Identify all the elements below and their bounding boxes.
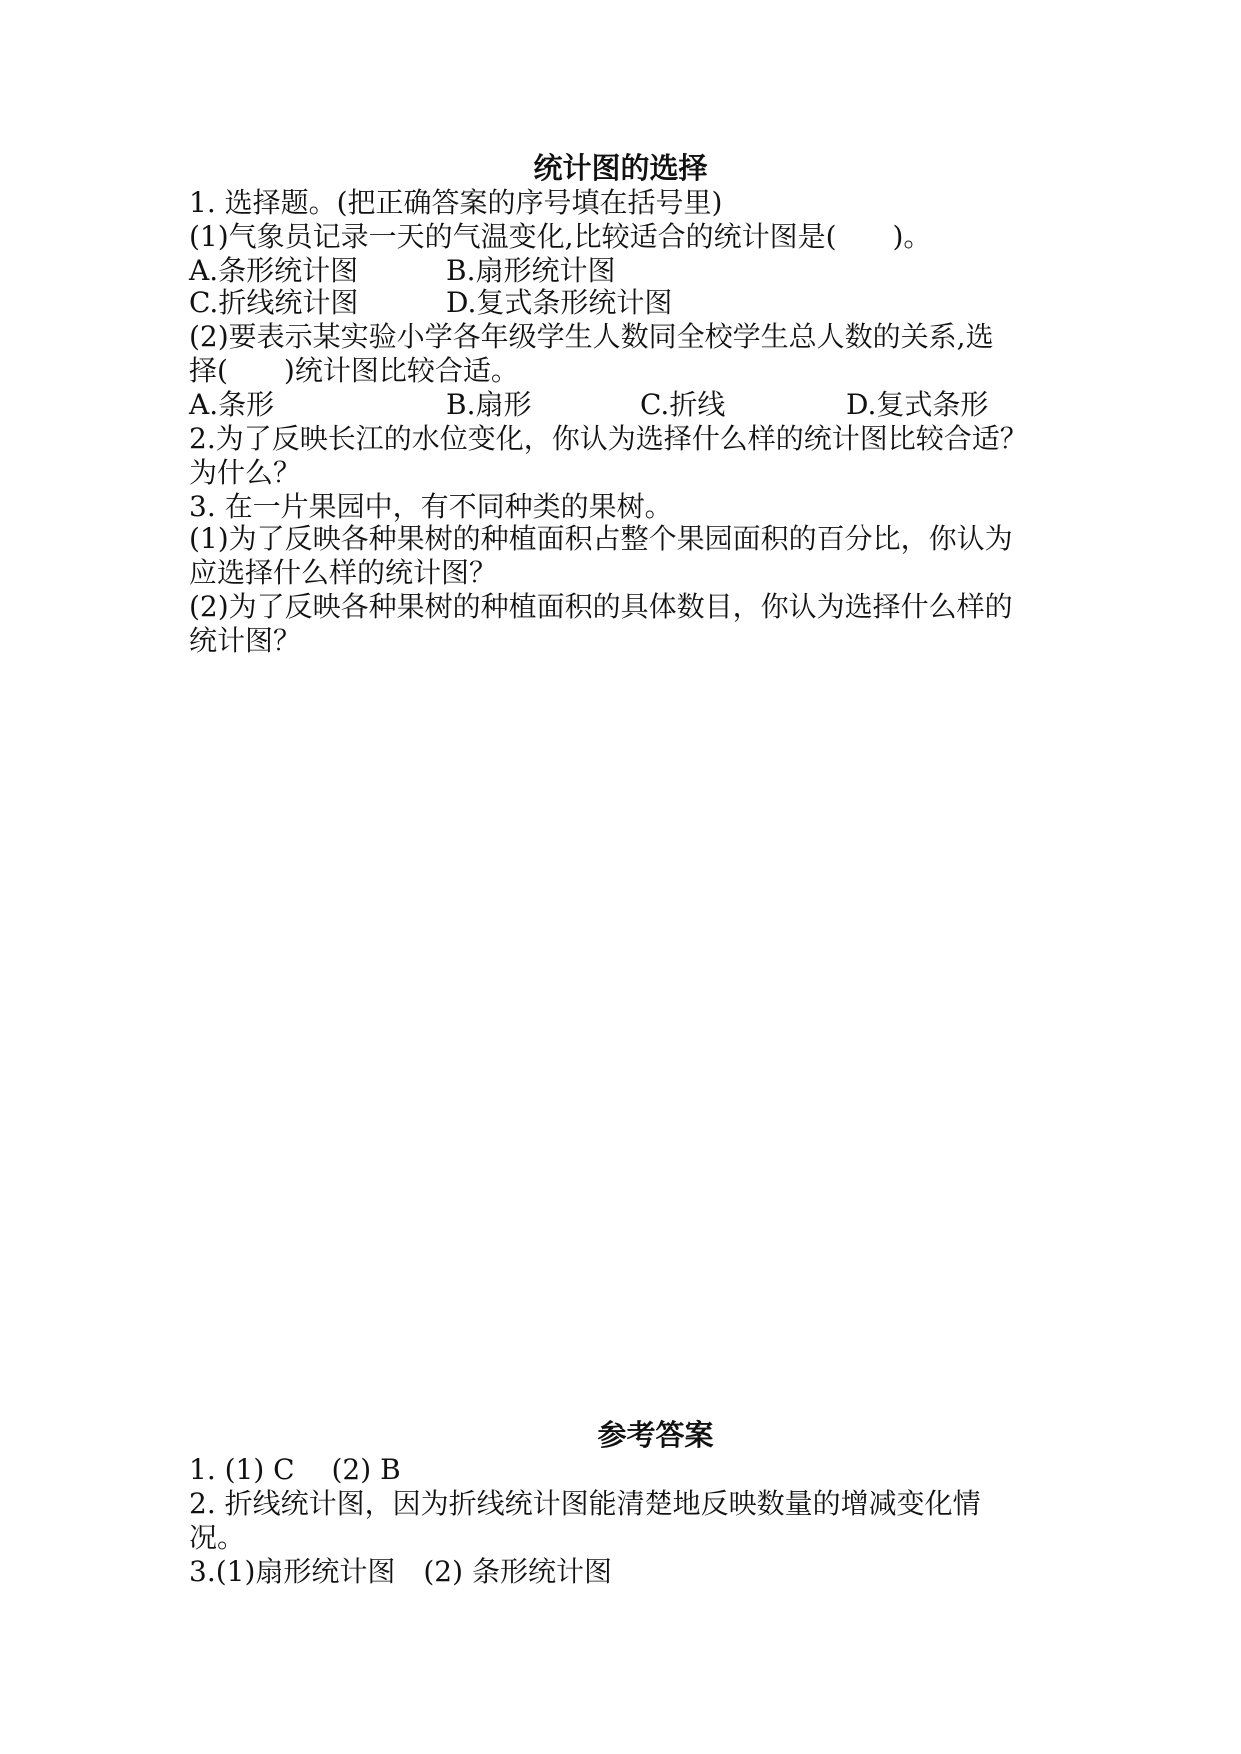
q1-2-option-c: C.折线 [640, 388, 726, 421]
q3-2-line2: 统计图？ [189, 624, 302, 657]
answer-3: 3.(1)扇形统计图 (2) 条形统计图 [189, 1555, 612, 1588]
worksheet-title: 统计图的选择 [533, 151, 708, 185]
q3-2-line1: (2)为了反映各种果树的种植面积的具体数目，你认为选择什么样的 [189, 590, 1013, 623]
q1-2-option-d: D.复式条形 [846, 388, 989, 421]
answer-1: 1. (1) C (2) B [189, 1453, 401, 1486]
q3-intro: 3. 在一片果园中，有不同种类的果树。 [189, 490, 673, 523]
q1-1-option-a: A.条形统计图 [189, 254, 359, 287]
answer-2-line2: 况。 [189, 1521, 246, 1554]
q3-1-line2: 应选择什么样的统计图？ [189, 556, 498, 589]
q2-line1: 2.为了反映长江的水位变化，你认为选择什么样的统计图比较合适？ [189, 422, 1028, 455]
answer-2-line1: 2. 折线统计图，因为折线统计图能清楚地反映数量的增减变化情 [189, 1487, 981, 1520]
q1-2-option-b: B.扇形 [446, 388, 532, 421]
q3-1-line1: (1)为了反映各种果树的种植面积占整个果园面积的百分比，你认为 [189, 522, 1013, 555]
q1-2-stem-line1: (2)要表示某实验小学各年级学生人数同全校学生总人数的关系,选 [189, 320, 994, 353]
q1-1-option-c: C.折线统计图 [189, 286, 359, 319]
q1-2-stem-line2: 择( )统计图比较合适。 [189, 354, 519, 387]
q2-line2: 为什么？ [189, 456, 302, 489]
answers-title: 参考答案 [597, 1418, 714, 1452]
q1-1-option-d: D.复式条形统计图 [446, 286, 673, 319]
q1-intro: 1. 选择题。(把正确答案的序号填在括号里) [189, 186, 723, 219]
q1-1-option-b: B.扇形统计图 [446, 254, 616, 287]
q1-1-stem: (1)气象员记录一天的气温变化,比较适合的统计图是( )。 [189, 220, 932, 253]
q1-2-option-a: A.条形 [189, 388, 275, 421]
